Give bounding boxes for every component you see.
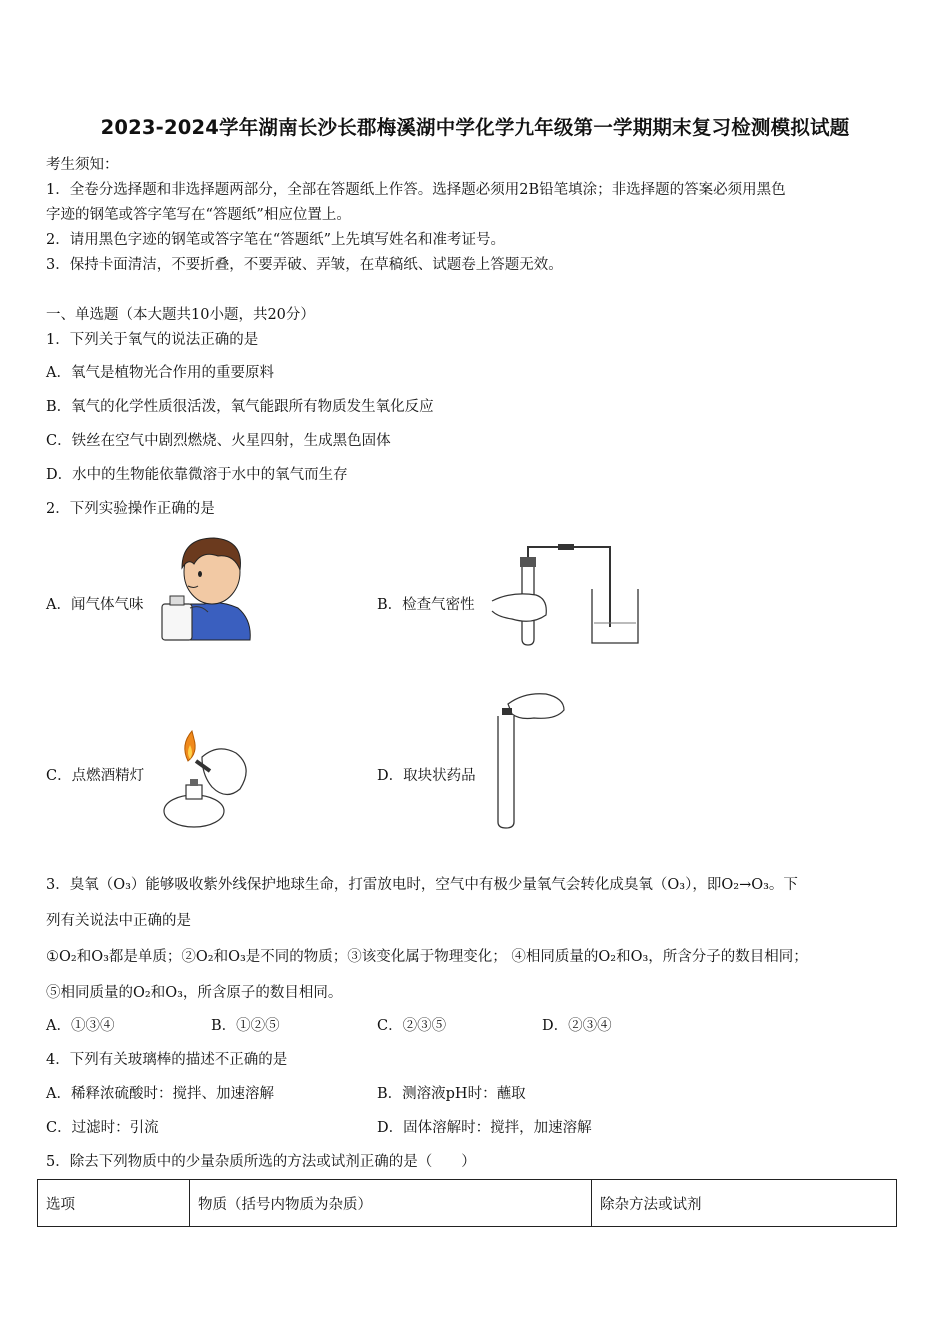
question-1-option-a: A．氧气是植物光合作用的重要原料 xyxy=(46,365,274,381)
question-3-option-c: C．②③⑤ xyxy=(377,1018,447,1034)
question-3-stem-line: 列有关说法中正确的是 xyxy=(46,913,191,929)
airtightness-check-figure xyxy=(492,539,642,647)
taking-solid-reagent-figure xyxy=(494,688,566,830)
question-3-option-a: A．①③④ xyxy=(46,1018,115,1034)
question-4-option-a: A．稀释浓硫酸时：搅拌、加速溶解 xyxy=(46,1086,274,1102)
question-1-option-b: B．氧气的化学性质很活泼，氧气能跟所有物质发生氧化反应 xyxy=(46,399,434,415)
question-4-option-c: C．过滤时：引流 xyxy=(46,1120,159,1136)
question-4-option-b: B．测溶液pH时：蘸取 xyxy=(377,1086,526,1102)
table-header-cell: 物质（括号内物质为杂质） xyxy=(190,1180,592,1227)
question-4-stem: 4．下列有关玻璃棒的描述不正确的是 xyxy=(46,1052,288,1068)
table-row xyxy=(38,1180,897,1227)
question-4-option-d: D．固体溶解时：搅拌，加速溶解 xyxy=(377,1120,592,1136)
impurity-removal-table xyxy=(37,1179,897,1227)
question-2-option-c: C．点燃酒精灯 xyxy=(46,768,145,784)
smelling-gas-figure xyxy=(160,534,255,642)
question-2-option-a: A．闻气体气味 xyxy=(46,597,144,613)
question-2-option-d: D．取块状药品 xyxy=(377,768,476,784)
table-header-cell: 除杂方法或试剂 xyxy=(592,1180,897,1227)
question-1-option-d: D．水中的生物能依靠微溶于水中的氧气而生存 xyxy=(46,467,348,483)
notice-item: 1．全卷分选择题和非选择题两部分，全部在答题纸上作答。选择题必须用2B铅笔填涂；非选择题的答案必须用黑色 xyxy=(46,182,786,198)
section-heading: 一、单选题（本大题共10小题，共20分） xyxy=(46,307,315,323)
notice-item: 字迹的钢笔或答字笔写在“答题纸”相应位置上。 xyxy=(46,207,351,223)
lighting-alcohol-lamp-figure xyxy=(158,727,253,833)
question-2-option-b: B．检查气密性 xyxy=(377,597,475,613)
question-3-stem-line: ⑤相同质量的O₂和O₃，所含原子的数目相同。 xyxy=(46,985,343,1001)
question-5-stem: 5．除去下列物质中的少量杂质所选的方法或试剂正确的是（ ） xyxy=(46,1154,476,1170)
page-title: 2023-2024学年湖南长沙长郡梅溪湖中学化学九年级第一学期期末复习检测模拟试题 xyxy=(100,116,850,139)
table-header-cell: 选项 xyxy=(38,1180,190,1227)
notice-heading: 考生须知： xyxy=(46,157,119,173)
question-3-stem-line: ①O₂和O₃都是单质；②O₂和O₃是不同的物质；③该变化属于物理变化； ④相同质量的O₂和O₃，所含分子的数目相同； xyxy=(46,949,808,965)
question-3-stem-line: 3．臭氧（O₃）能够吸收紫外线保护地球生命，打雷放电时，空气中有极少量氧气会转化成臭氧（O₃），即O₂→O₃。下 xyxy=(46,877,798,893)
question-2-stem: 2．下列实验操作正确的是 xyxy=(46,501,215,517)
question-3-option-d: D．②③④ xyxy=(542,1018,612,1034)
notice-item: 2．请用黑色字迹的钢笔或答字笔在“答题纸”上先填写姓名和准考证号。 xyxy=(46,232,506,248)
notice-item: 3．保持卡面清洁，不要折叠，不要弄破、弄皱，在草稿纸、试题卷上答题无效。 xyxy=(46,257,563,273)
question-1-option-c: C．铁丝在空气中剧烈燃烧、火星四射，生成黑色固体 xyxy=(46,433,391,449)
question-3-option-b: B．①②⑤ xyxy=(211,1018,280,1034)
question-1-stem: 1．下列关于氧气的说法正确的是 xyxy=(46,332,259,348)
